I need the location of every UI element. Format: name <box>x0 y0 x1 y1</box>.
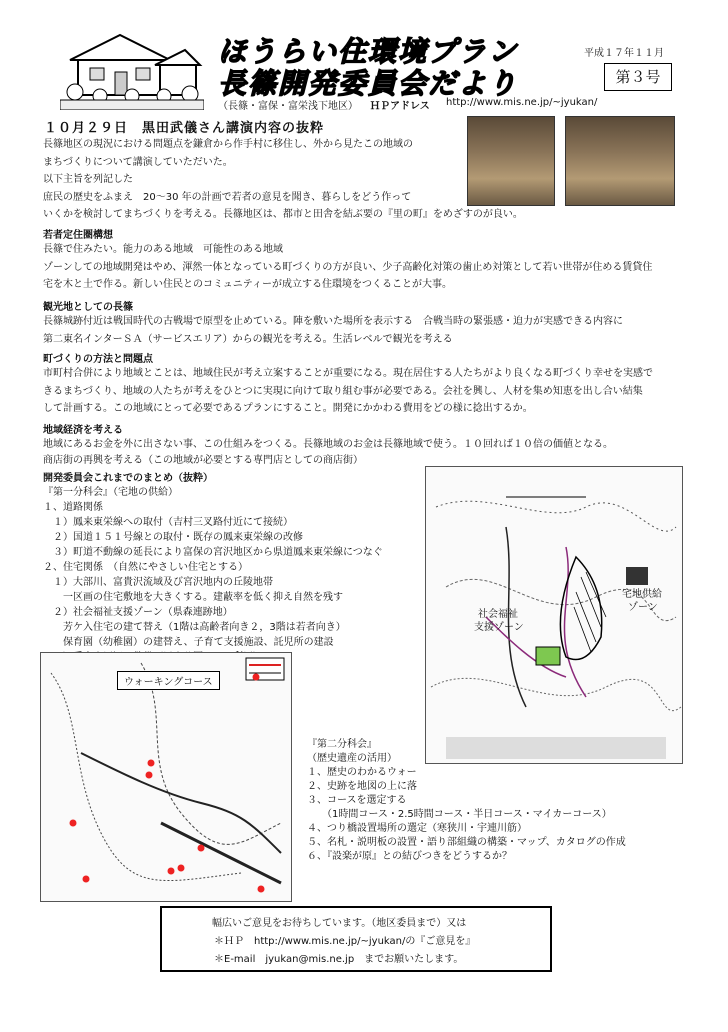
welfare-zone-label-2: 支援ゾーン <box>474 622 524 633</box>
walking-course-label: ウォーキングコース <box>117 671 220 690</box>
feedback-line: 幅広いご意見をお待ちしています。（地区委員まで）又は <box>212 918 467 929</box>
newsletter-title-line1: ほうらい住環境プラン <box>218 35 519 68</box>
intro-line: いくかを検討してまちづくりを考える。長篠地区は、都市と田舎を結ぶ要の『里の町』をめざすのが良い。 <box>43 209 523 220</box>
section-town-planning <box>43 350 653 418</box>
group2-title: 『第二分科会』 <box>307 739 377 750</box>
group2-section <box>307 738 626 864</box>
summary-item: 保育園（幼稚園）の建替え、子育て支援施設、託児所の建設 <box>43 637 334 648</box>
summary-item: ２、住宅関係 （自然にやさしい住宅とする） <box>43 562 248 573</box>
intro-line: まちづくりについて講演していただいた。 <box>43 156 233 168</box>
section-line: 長篠で住みたい。能力のある地域 可能性のある地域 <box>43 244 283 255</box>
house-illustration <box>60 30 204 110</box>
lecture-photo-2 <box>565 116 675 206</box>
group2-item: ５、名札・説明板の設置・語り部組織の構築・マップ、カタログの作成 <box>307 837 626 848</box>
summary-item: ２）国道１５１号線との取付・既存の鳳来東栄線の改修 <box>43 532 303 543</box>
section-heading: 観光地としての長篠 <box>43 302 133 313</box>
issue-number: 第３号 <box>604 63 672 91</box>
hp-url[interactable]: http://www.mis.ne.jp/~jyukan/ <box>446 97 598 108</box>
summary-item: １）大部川、富貴沢流域及び宮沢地内の丘陵地帯 <box>43 577 273 588</box>
walking-course-map <box>40 652 292 902</box>
group2-item: ３、コースを選定する <box>307 795 407 806</box>
group2-item: ６、『設楽が原』との結びつきをどうするか？ <box>307 851 512 862</box>
summary-item: ３）町道不動線の延長により富保の宮沢地区から県道鳳来東栄線につなぐ <box>43 547 383 558</box>
districts: （長篠・富保・富栄浅下地区） <box>218 101 358 112</box>
section-line: 商店街の再興を考える（この地域が必要とする専門店としての商店街） <box>43 454 363 466</box>
feedback-hp[interactable]: ＊ＨＰ http://www.mis.ne.jp/~jyukan/の『ご意見を』 <box>214 936 476 947</box>
group2-item: ４、つり橋設置場所の選定（寒狭川・宇連川筋） <box>307 823 527 834</box>
housing-zone-label-2: ゾーン <box>628 602 658 613</box>
section-line: ゾーンしての地域開発はやめ、渾然一体となっている町づくりの方が良い、少子高齢化対策の歯止め対策として若い世帯が住める賃貸住 <box>43 261 653 273</box>
zone-map <box>425 466 683 764</box>
intro-line: 庶民の歴史をふまえ 20～30 年の計画で若者の意見を聞き、暮らしをどう作って <box>43 191 412 203</box>
section-local-economy <box>43 421 613 468</box>
summary-heading: 開発委員会これまでのまとめ（抜粋） <box>43 473 213 484</box>
intro-line: 以下主旨を列記した <box>43 174 133 185</box>
section-heading: 若者定住圏構想 <box>43 230 113 241</box>
section-tourism <box>43 298 623 348</box>
group2-item: １、歴史のわかるウォー <box>307 767 417 778</box>
newsletter-title-line2: 長篠開発委員会だより <box>218 67 519 100</box>
issue-date: 平成１７年１１月 <box>584 48 664 59</box>
lecture-title: １０月２９日 黒田武儀さん講演内容の抜粋 <box>44 121 325 136</box>
group2-item: （1時間コース・2.5時間コース・半日コース・マイカーコース） <box>307 809 612 820</box>
welfare-zone-label: 社会福祉 <box>478 609 518 620</box>
group2-item: ２、史跡を地図の上に落 <box>307 781 417 792</box>
committee-summary <box>43 472 383 665</box>
intro-line: 長篠地区の現況における問題点を鎌倉から作手村に移住し、外から見たこの地域の <box>43 139 413 150</box>
lecture-intro <box>43 136 523 224</box>
summary-item: １、道路関係 <box>43 502 103 513</box>
section-line: きるまちづくり、地域の人たちが考えをひとつに実現に向けて取り組む事が必要である。会社を興し、人材を集め知恵を出し合い結集 <box>43 385 643 397</box>
summary-item: １）鳳来東栄線への取付（吉村三叉路付近にて接続） <box>43 517 293 528</box>
section-line: して計画する。この地域にとって必要であるプランにすること。開発にかかわる費用をどの様に捻出するか。 <box>43 403 533 414</box>
summary-item: 芳ケ入住宅の建て替え（1階は高齢者向き２，3階は若者向き） <box>43 622 346 633</box>
group1-title: 『第一分科会』（宅地の供給） <box>43 487 178 498</box>
section-line: 宅を木と土で作る。新しい住民とのコミュニティーが成立する住環境をつくることが大事。 <box>43 279 452 290</box>
section-line: 長篠城跡付近は戦国時代の古戦場で原型を止めている。陣を敷いた場所を表示する 合戦当時の緊張感・迫力が実感できる内容に <box>43 316 623 327</box>
feedback-email[interactable]: ＊E-mail jyukan@mis.ne.jp までお願いたします。 <box>214 954 464 965</box>
summary-item: ２）社会福祉支援ゾーン（県森連跡地） <box>43 607 233 618</box>
feedback-box <box>160 906 552 972</box>
housing-zone-label: 宅地供給 <box>622 589 662 600</box>
hp-label: ＨＰアドレス <box>370 101 430 112</box>
summary-item: 一区画の住宅敷地を大きくする。建蔽率を低く抑え自然を残す <box>43 592 343 603</box>
section-heading: 地域経済を考える <box>43 425 123 436</box>
group2-subtitle: （歴史遺産の活用） <box>307 753 397 764</box>
section-line: 第二東名インターＳＡ（サービスエリア）からの観光を考える。生活レベルで観光を考える <box>43 333 453 345</box>
section-line: 市町村合併により地域とことは、地域住民が考え立案することが重要になる。現在居住する人たちがより良くなる町づくり幸せを実感で <box>43 368 653 379</box>
section-heading: 町づくりの方法と問題点 <box>43 354 153 365</box>
section-line: 地域にあるお金を外に出さない事、この仕組みをつくる。長篠地域のお金は長篠地域で使う。１０回れば１０倍の価値となる。 <box>43 439 613 450</box>
section-youth-housing <box>43 226 652 294</box>
